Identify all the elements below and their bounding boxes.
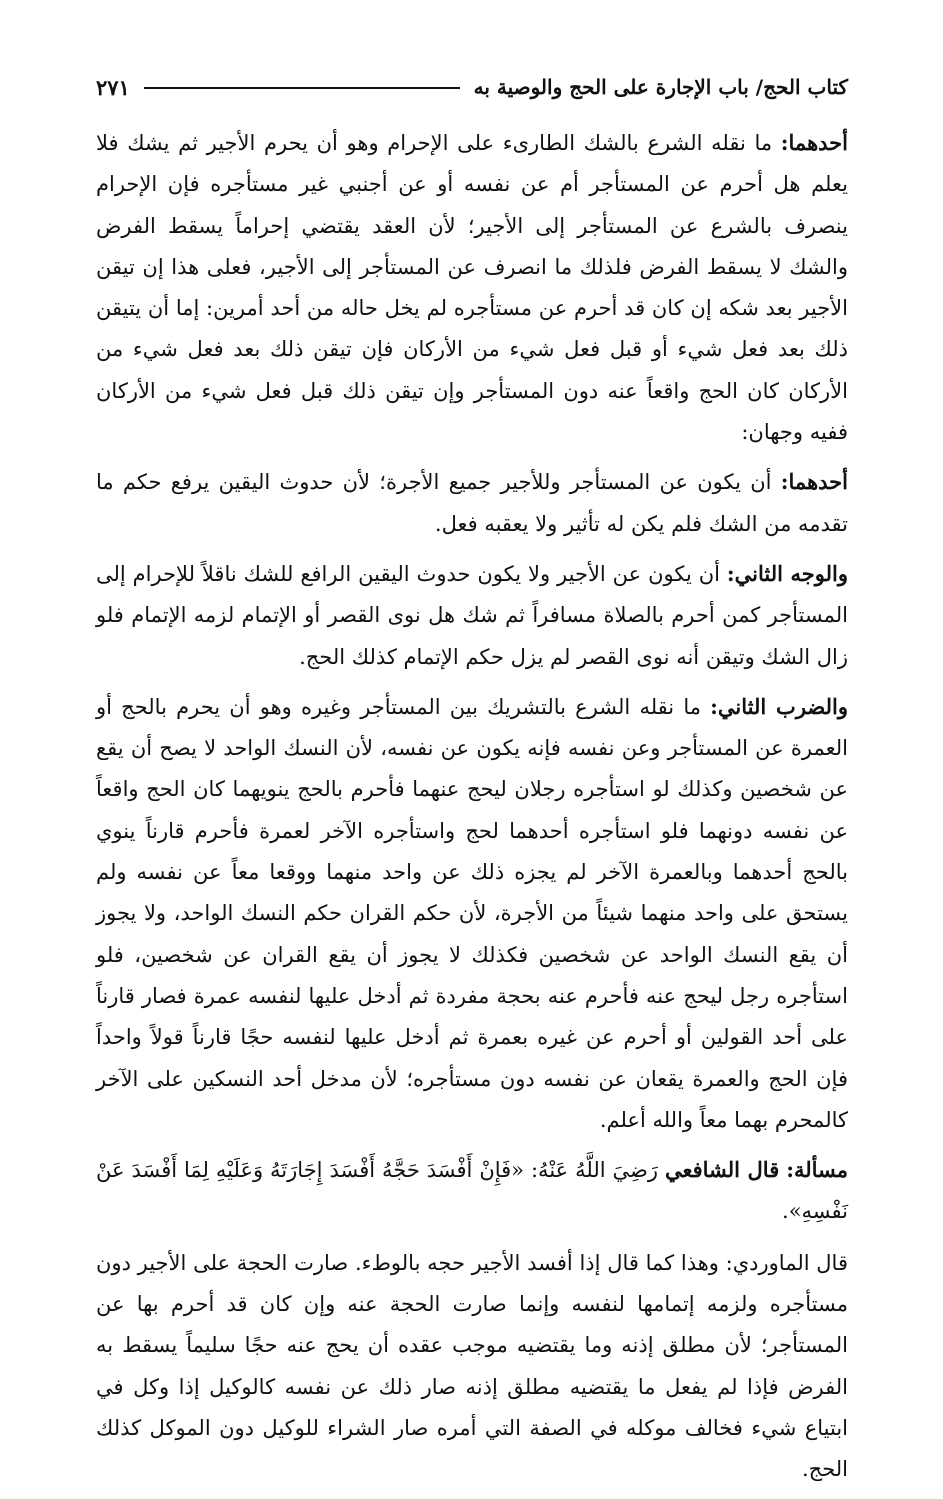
page: [96, 68, 848, 1499]
masala-honorific: رَضِيَ اللَّهُ عَنْهُ:: [530, 1158, 658, 1183]
paragraph-text: ما نقله الشرع بالتشريك بين المستأجر وغيره وهو أن يحرم بالحج أو العمرة عن المستأجر وعن نفسه فإنه يكون عن نفسه، لأن النسك الواحد لا يصح أن يقع عن شخصين وكذلك لو استأجره رجلان ليحج عنهما فأحرم بالحج ينويهما كان الحج واقعاً عن نفسه دونهما فلو استأجره أحدهما لحج واستأجره الآخر لعمرة فأحرم قارناً ينوي بالحج أحدهما وبالعمرة الآخر لم يجزه ذلك عن واحد منهما ووقعا معاً عن نفسه ولم يستحق على واحد منهما شيئاً من الأجرة، لأن حكم القران حكم النسك الواحد، ولا يجوز أن يقع النسك الواحد عن شخصين فكذلك لا يجوز أن يقع القران عن شخصين، فلو استأجره رجل ليحج عنه فأحرم عنه بحجة مفردة ثم أدخل عليها لنفسه عمرة فصار قارناً على أحد القولين أو أحرم عن غيره بعمرة ثم أدخل عليها لنفسه حجًا قارناً قولاً واحداً فإن الحج والعمرة يقعان عن نفسه دون مستأجره؛ لأن مدخل أحد النسكين على الآخر كالمحرم بهما معاً والله أعلم.: [96, 694, 848, 1132]
masala-paragraph: [96, 1149, 848, 1233]
paragraph-lead: والوجه الثاني:: [726, 560, 849, 586]
masala-quote: «فَإِنْ أَفْسَدَ حَجَّهُ أَفْسَدَ إِجَارَتَهُ وَعَلَيْهِ لِمَا أَفْسَدَ عَنْ نَفْسِهِ».: [96, 1158, 848, 1224]
paragraph-3: [96, 553, 848, 678]
paragraph-text: أن يكون عن المستأجر وللأجير جميع الأجرة؛ لأن حدوث اليقين يرفع حكم ما تقدمه من الشك فلم يكن له تأثير ولا يعقبه فعل.: [96, 470, 848, 536]
paragraph-text: ما نقله الشرع بالشك الطارىء على الإحرام وهو أن يحرم الأجير ثم يشك فلا يعلم هل أحرم عن المستأجر أم عن نفسه أو عن أجنبي غير مستأجره فإن الإحرام ينصرف بالشرع عن المستأجر إلى الأجير؛ لأن العقد يقتضي إحراماً يسقط الفرض والشك لا يسقط الفرض فلذلك ما انصرف عن المستأجر إلى الأجير، فعلى هذا إن تيقن الأجير بعد شكه إن كان قد أحرم عن مستأجره لم يخل حاله من أحد أمرين: إما أن يتيقن ذلك بعد فعل شيء أو قبل فعل شيء من الأركان فإن تيقن ذلك بعد فعل شيء من الأركان كان الحج واقعاً عنه دون المستأجر وإن تيقن ذلك قبل فعل شيء من الأركان ففيه وجهان:: [96, 131, 848, 445]
page-number: ٢٧١: [96, 75, 130, 101]
running-header: [96, 68, 848, 108]
header-title: كتاب الحج/ باب الإجارة على الحج والوصية به: [473, 75, 848, 100]
header-rule: [144, 87, 460, 89]
masala-lead: مسألة:: [786, 1157, 848, 1183]
closing-paragraph: قال الماوردي: وهذا كما قال إذا أفسد الأجير حجه بالوطء. صارت الحجة على الأجير دون مستأجره ولزمه إتمامها لنفسه وإنما صارت الحجة عنه وإن كان قد أحرم بها عن المستأجر؛ لأن مطلق إذنه وما يقتضيه موجب عقده أن يحج عنه حجًا سليماً يسقط به الفرض فإذا لم يفعل ما يقتضيه مطلق إذنه صار ذلك عن نفسه كالوكيل إذا وكل في ابتياع شيء فخالف موكله في الصفة التي أمره صار الشراء للوكيل دون الموكل كذلك الحج.: [96, 1250, 848, 1482]
paragraph-4: [96, 686, 848, 1141]
paragraph-lead: أحدهما:: [780, 469, 848, 495]
paragraph-2: [96, 461, 848, 545]
paragraph-text: أن يكون عن الأجير ولا يكون حدوث اليقين الرافع للشك ناقلاً للإحرام إلى المستأجر كمن أحرم بالصلاة مسافراً ثم شك هل نوى القصر أو الإتمام لزمه الإتمام فلو زال الشك وتيقن أنه نوى القصر لم يزل حكم الإتمام كذلك الحج.: [96, 561, 848, 669]
masala-speaker: قال الشافعي: [664, 1157, 780, 1183]
paragraph-lead: والضرب الثاني:: [710, 693, 848, 719]
paragraph-1: [96, 122, 848, 453]
paragraph-lead: أحدهما:: [780, 130, 848, 155]
